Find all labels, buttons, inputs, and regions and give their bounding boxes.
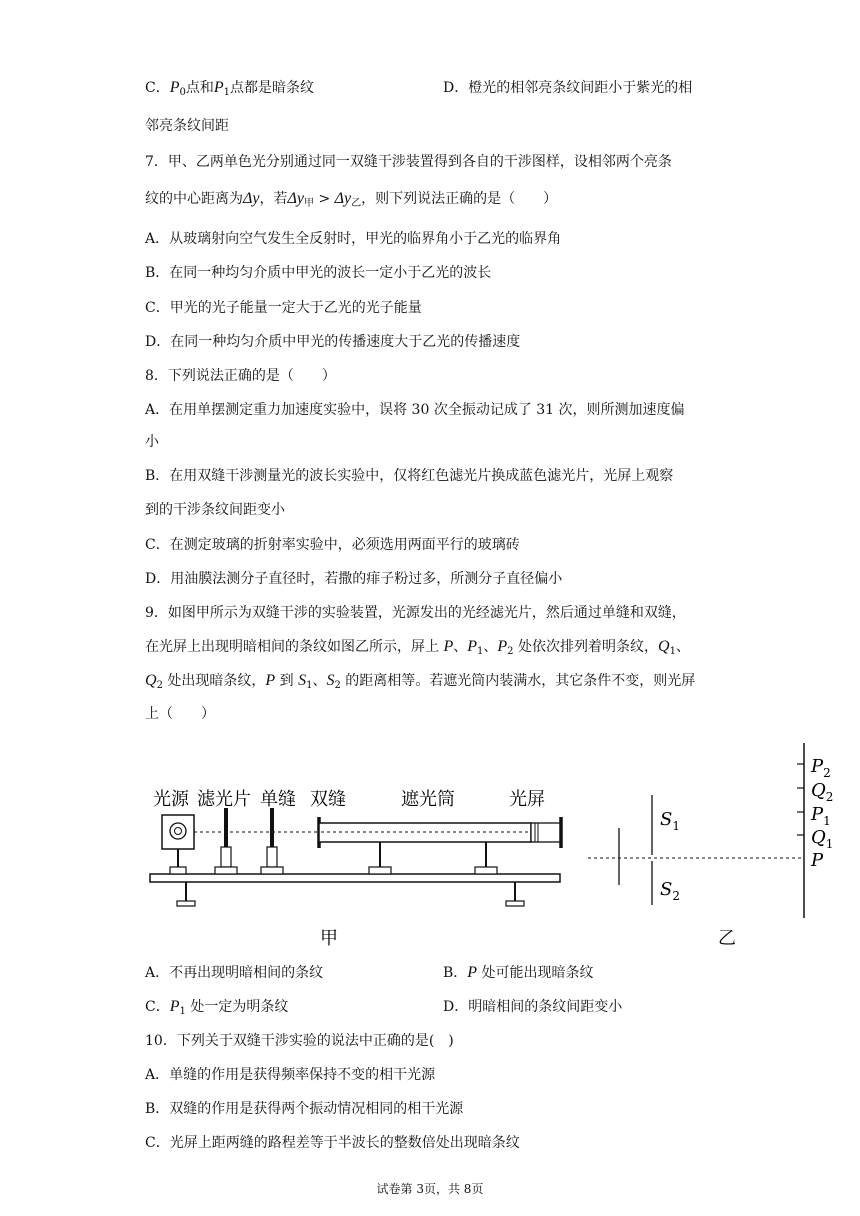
- subscript: 0: [179, 87, 186, 98]
- subscript: 乙: [351, 198, 362, 209]
- text: 在光屏上出现明暗相间的条纹如图乙所示，屏上: [145, 639, 444, 655]
- caption-yi: 乙: [718, 928, 736, 949]
- var-p: P: [467, 964, 478, 981]
- delta-y-jia: Δy: [287, 190, 304, 207]
- q7-option-b: B．在同一种均匀介质中甲光的波长一定小于乙光的波长: [145, 265, 492, 281]
- q9-option-a: A．不再出现明暗相间的条纹: [145, 965, 324, 981]
- q9-stem: 9．如图甲所示为双缝干涉的实验装置，光源发出的光经滤光片，然后通过单缝和双缝，: [145, 605, 686, 621]
- filter-holder: [221, 847, 231, 867]
- subscript: 2: [334, 680, 341, 691]
- q6-option-d: D．橙光的相邻亮条纹间距小于紫光的相: [443, 80, 693, 96]
- text: 纹的中心距离为: [145, 191, 243, 207]
- var-q1: Q: [658, 638, 670, 655]
- q8-stem: 8．下列说法正确的是（ ）: [145, 368, 336, 384]
- option-text: 点和: [185, 80, 214, 96]
- p1-letter: P: [811, 804, 824, 825]
- text: 、: [483, 639, 498, 655]
- s1-sub: 1: [672, 819, 680, 833]
- label-screen: 光屏: [509, 789, 545, 810]
- var-p1: P: [467, 638, 478, 655]
- text: 处依次排列着明条纹，: [513, 639, 658, 655]
- s2-letter: S: [660, 879, 673, 900]
- option-label: C．: [145, 999, 170, 1015]
- label-light-source: 光源: [153, 789, 189, 810]
- q9-stem-line3: [145, 671, 695, 696]
- text: 、: [675, 639, 690, 655]
- q10-option-a: A．单缝的作用是获得频率保持不变的相干光源: [145, 1067, 436, 1083]
- q8-option-b: B．在用双缝干涉测量光的波长实验中，仅将红色滤光片换成蓝色滤光片，光屏上观察: [145, 468, 674, 484]
- var-q2: Q: [145, 672, 157, 689]
- option-label: B．: [443, 965, 468, 981]
- q8-option-b-cont: 到的干涉条纹间距变小: [145, 502, 285, 518]
- text: ，若: [259, 191, 288, 207]
- label-p: P: [811, 850, 824, 871]
- q9-figure: [0, 735, 860, 950]
- q1-sub: 1: [825, 837, 834, 851]
- q9-stem-line4: 上（ ）: [145, 706, 215, 722]
- label-filter: 滤光片: [197, 789, 251, 810]
- bench-foot-right: [506, 901, 524, 906]
- var-s1: S: [298, 672, 307, 689]
- q9-stem-line2: [145, 637, 690, 662]
- q2-letter: Q: [811, 780, 826, 801]
- source-base: [170, 867, 186, 874]
- text: 处出现暗条纹，: [162, 673, 266, 689]
- var-p0: P: [169, 79, 180, 96]
- var-p: P: [443, 638, 454, 655]
- subscript: 甲: [304, 198, 314, 209]
- label-s1: [660, 809, 680, 833]
- q9-option-d: D．明暗相间的条纹间距变小: [443, 999, 623, 1015]
- q7-option-d: D．在同一种均匀介质中甲光的传播速度大于乙光的传播速度: [145, 334, 521, 350]
- single-slit-base: [261, 867, 283, 874]
- text: 的距离相等。若遮光筒内装满水，其它条件不变，则光屏: [340, 673, 696, 689]
- q7-stem: 7．甲、乙两单色光分别通过同一双缝干涉装置得到各自的干涉图样，设相邻两个亮条: [145, 154, 672, 170]
- text: 、: [453, 639, 468, 655]
- subscript: 1: [179, 1006, 186, 1017]
- q9-option-b: [443, 963, 594, 983]
- subscript: 1: [669, 646, 676, 657]
- light-source-box: [162, 815, 194, 849]
- single-slit-holder: [267, 847, 277, 867]
- delta-y-yi: Δy: [334, 190, 352, 207]
- q9-option-c: [145, 997, 288, 1022]
- label-double-slit: 双缝: [310, 789, 346, 810]
- var-p1: P: [169, 998, 180, 1015]
- greater-than: >: [314, 191, 335, 207]
- label-s2: [660, 879, 680, 903]
- p2-letter: P: [811, 756, 824, 777]
- option-text: 处一定为明条纹: [185, 999, 289, 1015]
- label-p1: [810, 804, 831, 828]
- subscript: 1: [477, 646, 484, 657]
- tube-support-right-base: [475, 867, 497, 874]
- var-p: P: [265, 672, 276, 689]
- text: ，则下列说法正确的是（ ）: [361, 191, 558, 207]
- subscript: 1: [306, 680, 313, 691]
- q10-option-b: B．双缝的作用是获得两个振动情况相同的相干光源: [145, 1101, 464, 1117]
- text: 到: [275, 673, 299, 689]
- s1-letter: S: [660, 809, 673, 830]
- q6-option-d-cont: 邻亮条纹间距: [145, 118, 229, 134]
- q8-option-a-cont: 小: [145, 434, 159, 450]
- label-p2: [810, 756, 831, 780]
- q7-option-a: A．从玻璃射向空气发生全反射时，甲光的临界角小于乙光的临界角: [145, 231, 562, 247]
- text: 、: [312, 673, 327, 689]
- q10-option-c: C．光屏上距两缝的路程差等于半波长的整数倍处出现暗条纹: [145, 1135, 520, 1151]
- delta-y: Δy: [243, 190, 260, 207]
- q7-stem-line2: [145, 189, 557, 214]
- label-q1: [811, 827, 833, 851]
- option-text: 点都是暗条纹: [230, 80, 315, 96]
- q10-stem: 10．下列关于双缝干涉实验的说法中正确的是( ): [145, 1033, 454, 1049]
- q6-option-c: [145, 78, 314, 103]
- page-footer: 试卷第 3页，共 8页: [376, 1182, 484, 1196]
- optical-bench: [150, 874, 560, 882]
- label-tube: 遮光筒: [401, 789, 455, 810]
- label-single-slit: 单缝: [260, 789, 296, 810]
- option-text: 处可能出现暗条纹: [477, 965, 594, 981]
- label-q2: [811, 780, 833, 804]
- q2-sub: 2: [825, 790, 834, 804]
- subscript: 2: [156, 680, 163, 691]
- q1-letter: Q: [811, 827, 826, 848]
- var-p2: P: [497, 638, 508, 655]
- option-label: C．: [145, 80, 170, 96]
- p2-sub: 2: [823, 766, 831, 780]
- caption-jia: 甲: [320, 928, 338, 949]
- q8-option-c: C．在测定玻璃的折射率实验中，必须选用两面平行的玻璃砖: [145, 537, 520, 553]
- q8-option-a: A．在用单摆测定重力加速度实验中，误将 30 次全振动记成了 31 次，则所测加速度偏: [145, 402, 685, 418]
- bench-foot-left: [177, 901, 195, 906]
- q8-option-d: D．用油膜法测分子直径时，若撒的痱子粉过多，所测分子直径偏小: [145, 571, 563, 587]
- filter-base: [215, 867, 237, 874]
- p1-sub: 1: [823, 814, 831, 828]
- tube-support-left-base: [369, 867, 391, 874]
- q7-option-c: C．甲光的光子能量一定大于乙光的光子能量: [145, 300, 422, 316]
- subscript: 2: [507, 646, 514, 657]
- s2-sub: 2: [672, 889, 680, 903]
- var-p1: P: [213, 79, 224, 96]
- var-s2: S: [326, 672, 335, 689]
- subscript: 1: [223, 87, 231, 98]
